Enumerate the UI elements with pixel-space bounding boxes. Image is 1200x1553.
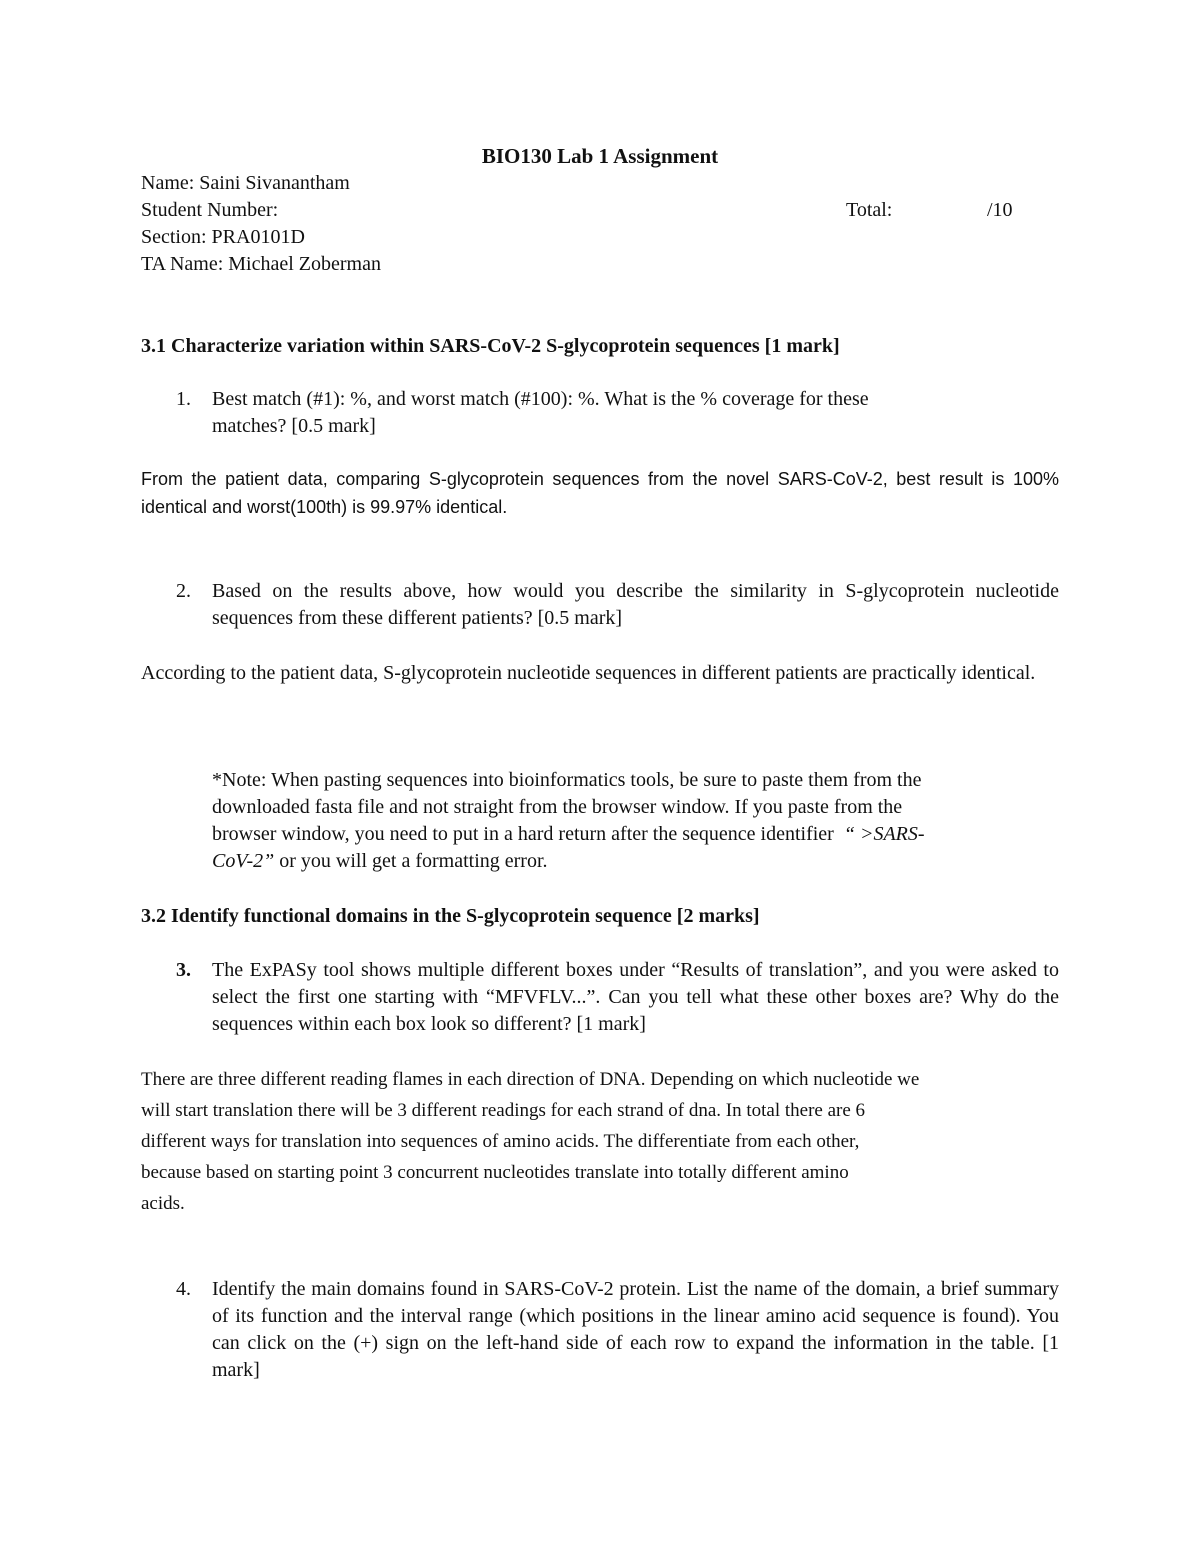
note-line: [212, 848, 1059, 875]
answer-line: acids.: [141, 1193, 185, 1214]
student-number: Student Number:: [141, 199, 279, 221]
question-1: [141, 386, 1059, 442]
note-line: *Note: When pasting sequences into bioinformatics tools, be sure to paste them from the: [212, 769, 922, 791]
answer-line: different ways for translation into sequences of amino acids. The differentiate from each other,: [141, 1131, 860, 1152]
answer-1: From the patient data, comparing S-glycoprotein sequences from the novel SARS-CoV-2, best result is 100% identical and worst(100th) is 99.97% identical.: [141, 469, 1059, 517]
sequence-identifier: “ >SARS-: [843, 823, 925, 845]
answer-line: will start translation there will be 3 different readings for each strand of dna. In total there are 6: [141, 1100, 866, 1121]
question-number: 4.: [176, 1278, 191, 1300]
question-text-line: matches? [0.5 mark]: [212, 415, 376, 437]
total-value: /10: [987, 199, 1013, 221]
question-number: 1.: [176, 388, 191, 410]
answer-2: According to the patient data, S-glycoprotein nucleotide sequences in different patients are practically identical.: [141, 662, 1036, 684]
question-text: The ExPASy tool shows multiple different boxes under “Results of translation”, and you were asked to select the first one starting with “MFVFLV...”. Can you tell what these other boxes are? Why do the sequences within each box look so different? [1 mark]: [212, 959, 1059, 1035]
question-text-line: Best match (#1): %, and worst match (#100): %. What is the % coverage for these: [212, 388, 869, 410]
document-title: BIO130 Lab 1 Assignment: [481, 144, 719, 168]
sequence-identifier: CoV-2”: [212, 850, 275, 872]
note-line: downloaded fasta file and not straight from the browser window. If you paste from the: [212, 796, 903, 818]
question-text: Based on the results above, how would you describe the similarity in S-glycoprotein nucleotide sequences from these different patients? [0.5 mark]: [212, 580, 1059, 629]
total-label: Total:: [846, 199, 893, 221]
section-heading-3-1: 3.1 Characterize variation within SARS-CoV-2 S-glycoprotein sequences [1 mark]: [141, 335, 840, 357]
note-line-text: or you will get a formatting error.: [274, 850, 548, 872]
note-block: [212, 767, 1059, 875]
question-number: 3.: [176, 959, 191, 981]
note-line-text: browser window, you need to put in a hard return after the sequence identifier: [212, 823, 844, 845]
answer-3: [141, 1064, 1059, 1219]
student-name: Name: Saini Sivanantham: [141, 172, 350, 194]
question-number: 2.: [176, 580, 191, 602]
question-text: Identify the main domains found in SARS-CoV-2 protein. List the name of the domain, a brief summary of its function and the interval range (which positions in the linear amino acid sequence is found). You can click on the (+) sign on the left-hand side of each row to expand the information in the table. [1 mark]: [212, 1278, 1059, 1381]
answer-line: There are three different reading flames in each direction of DNA. Depending on which nucleotide we: [141, 1069, 920, 1090]
answer-line: because based on starting point 3 concurrent nucleotides translate into totally different amino: [141, 1162, 849, 1183]
ta-name: TA Name: Michael Zoberman: [141, 253, 381, 275]
section-heading-3-2: 3.2 Identify functional domains in the S-glycoprotein sequence [2 marks]: [141, 905, 760, 927]
section-info: Section: PRA0101D: [141, 226, 305, 248]
note-line: [212, 821, 1059, 848]
